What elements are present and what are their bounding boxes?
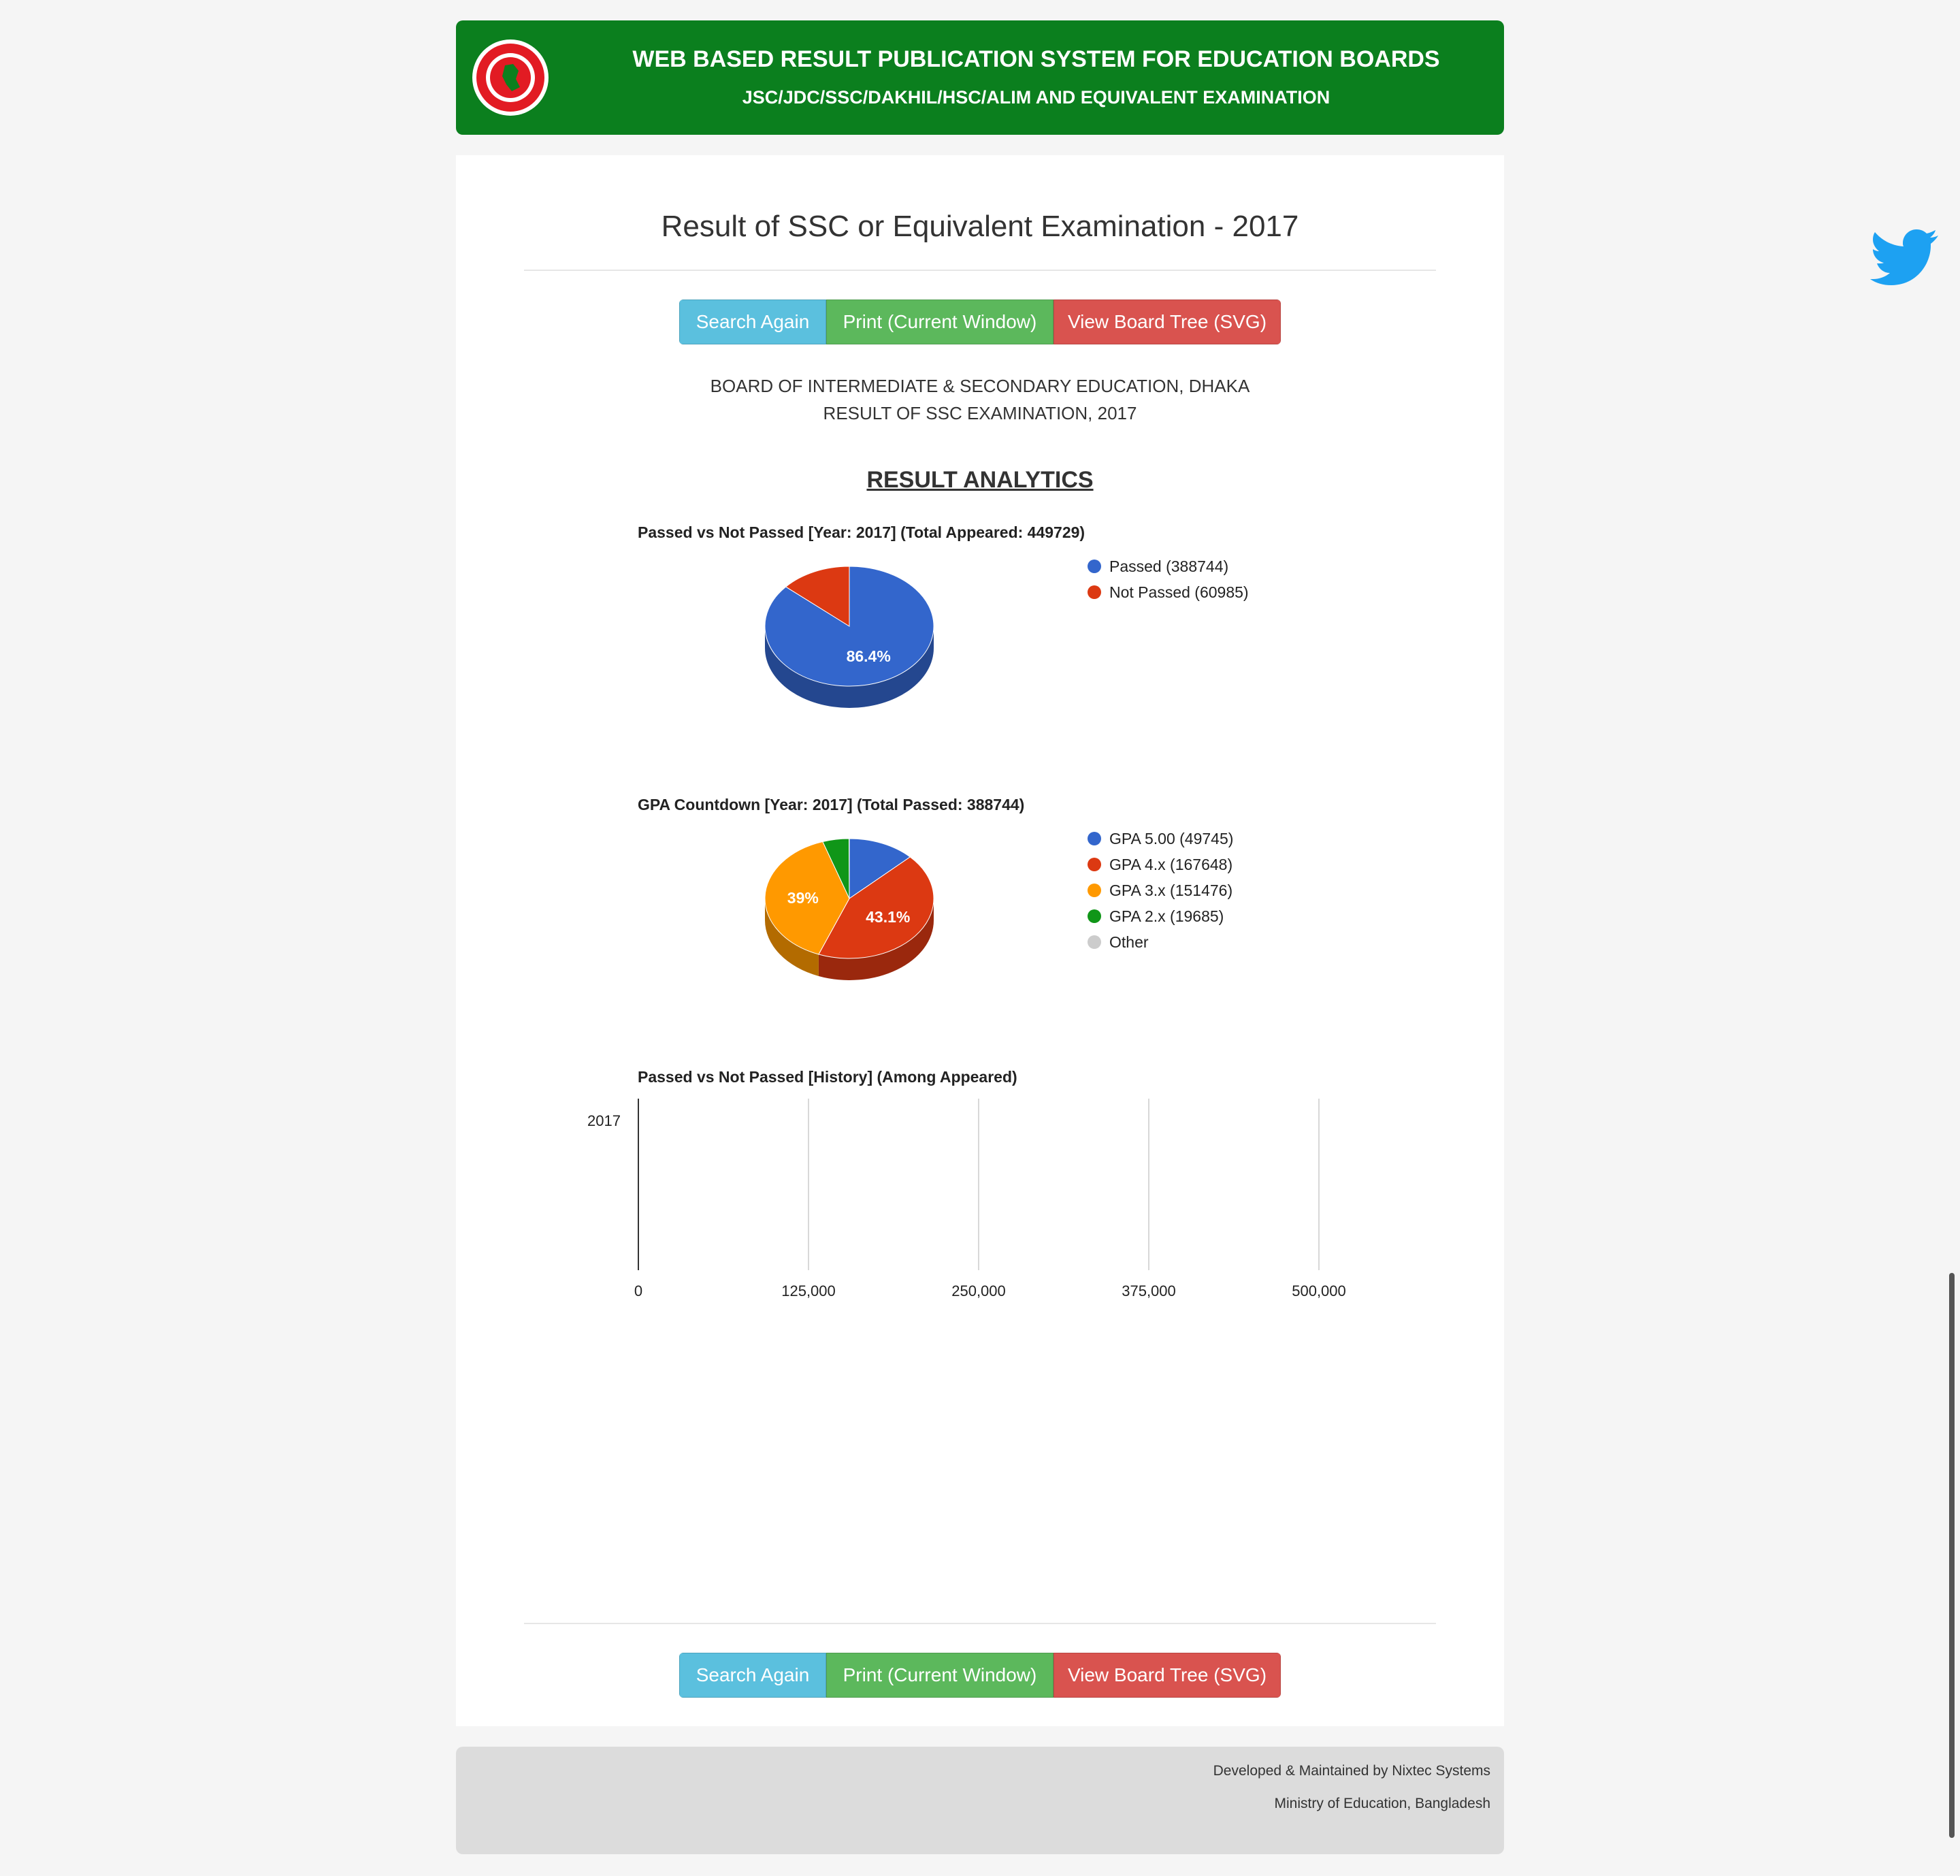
footer-ministry: Ministry of Education, Bangladesh <box>1274 1796 1490 1811</box>
header-subtitle: JSC/JDC/SSC/DAKHIL/HSC/ALIM AND EQUIVALENT EXAMINATION <box>742 87 1330 108</box>
chart-title: Passed vs Not Passed [History] (Among Appeared) <box>638 1068 1017 1086</box>
view-board-tree-button[interactable]: View Board Tree (SVG) <box>1054 300 1281 344</box>
page-title: Result of SSC or Equivalent Examination - 2017 <box>661 210 1299 243</box>
chart-title: GPA Countdown [Year: 2017] (Total Passed: 388744) <box>638 796 1025 813</box>
legend-marker <box>1088 909 1101 923</box>
legend-marker <box>1088 858 1101 871</box>
scrollbar-thumb[interactable] <box>1949 1273 1955 1838</box>
legend-entry: GPA 3.x (151476) <box>1109 882 1233 899</box>
legend-entry: GPA 4.x (167648) <box>1109 856 1233 873</box>
result-subtitle: RESULT OF SSC EXAMINATION, 2017 <box>823 403 1137 423</box>
bar-chart-3 <box>587 1068 1346 1299</box>
x-tick-label: 375,000 <box>1122 1282 1176 1299</box>
legend-entry: Passed (388744) <box>1109 557 1229 575</box>
legend-marker <box>1088 832 1101 845</box>
x-tick-label: 250,000 <box>951 1282 1006 1299</box>
legend-marker <box>1088 884 1101 897</box>
pie-chart-2 <box>638 796 1233 980</box>
y-tick-label: 2017 <box>587 1112 621 1129</box>
search-again-button[interactable]: Search Again <box>679 1653 826 1698</box>
legend-entry: GPA 5.00 (49745) <box>1109 830 1234 847</box>
pie-slice-label: 86.4% <box>846 647 891 666</box>
chart-title: Passed vs Not Passed [Year: 2017] (Total Appeared: 449729) <box>638 523 1085 541</box>
print-button[interactable]: Print (Current Window) <box>826 1653 1054 1698</box>
x-tick-label: 125,000 <box>781 1282 836 1299</box>
legend-entry: GPA 2.x (19685) <box>1109 907 1224 925</box>
analytics-title: RESULT ANALYTICS <box>866 467 1094 493</box>
footer-developer: Developed & Maintained by Nixtec Systems <box>1213 1763 1490 1779</box>
x-tick-label: 500,000 <box>1292 1282 1346 1299</box>
header-title: WEB BASED RESULT PUBLICATION SYSTEM FOR EDUCATION BOARDS <box>632 46 1440 72</box>
legend-entry: Not Passed (60985) <box>1109 583 1249 601</box>
pie-chart-1 <box>638 523 1249 708</box>
print-button[interactable]: Print (Current Window) <box>826 300 1054 344</box>
x-tick-label: 0 <box>634 1282 643 1299</box>
board-name: BOARD OF INTERMEDIATE & SECONDARY EDUCATION, DHAKA <box>710 376 1250 396</box>
legend-marker <box>1088 935 1101 949</box>
pie-slice-label: 43.1% <box>866 907 911 926</box>
legend-entry: Other <box>1109 933 1149 951</box>
view-board-tree-button[interactable]: View Board Tree (SVG) <box>1054 1653 1281 1698</box>
search-again-button[interactable]: Search Again <box>679 300 826 344</box>
legend-marker <box>1088 560 1101 573</box>
legend-marker <box>1088 585 1101 599</box>
pie-slice-label: 39% <box>787 888 819 907</box>
